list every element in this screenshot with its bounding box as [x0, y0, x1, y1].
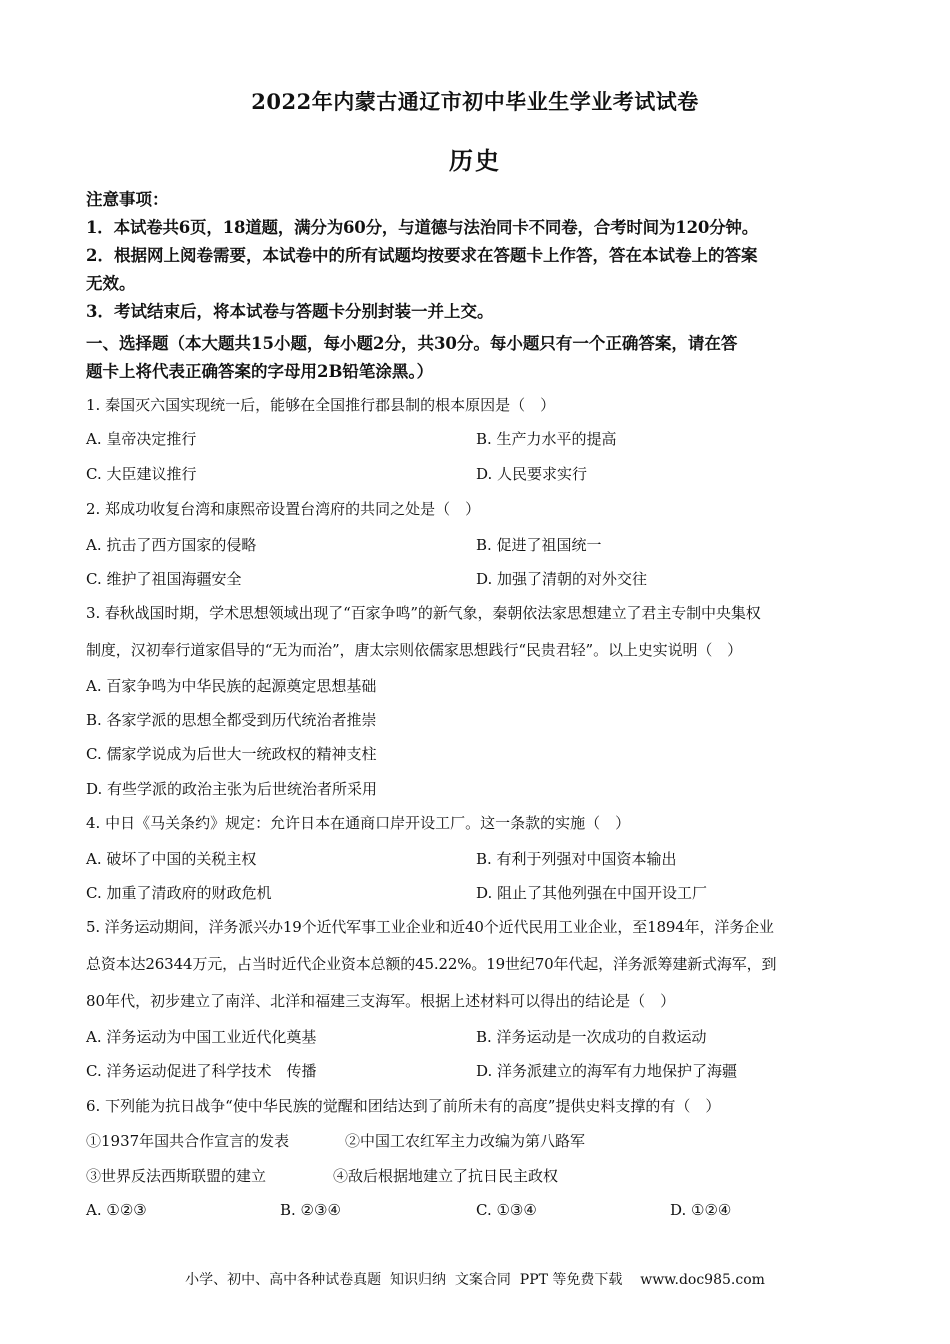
question-6-stem: 6. 下列能为抗日战争“使中华民族的觉醒和团结达到了前所未有的高度”提供史料支撑的有（ ） — [86, 1097, 721, 1115]
question-1-option-b: B. 生产力水平的提高 — [476, 430, 617, 448]
notice-item-1: 1．本试卷共6页，18道题，满分为60分，与道德与法治同卡不同卷，合考时间为120分钟。 — [86, 218, 759, 237]
question-3-option-b: B. 各家学派的思想全都受到历代统治者推崇 — [86, 711, 377, 729]
question-3-stem-line-1: 3. 春秋战国时期，学术思想领域出现了“百家争鸣”的新气象，秦朝依法家思想建立了君主专制中央集权 — [86, 604, 761, 622]
subject-title: 历史 — [449, 146, 501, 175]
question-6-item-2: ②中国工农红军主力改编为第八路军 — [345, 1132, 586, 1150]
footer-text: 小学、初中、高中各种试卷真题 知识归纳 文案合同 PPT 等免费下载 www.doc985.com — [185, 1272, 765, 1288]
question-1-option-c: C. 大臣建议推行 — [86, 465, 197, 483]
question-5-stem-line-2: 总资本达26344万元，占当时近代企业资本总额的45.22%。19世纪70年代起，洋务派筹建新式海军，到 — [86, 955, 777, 973]
question-3-option-c: C. 儒家学说成为后世大一统政权的精神支柱 — [86, 745, 377, 763]
notice-item-3: 3．考试结束后，将本试卷与答题卡分别封装一并上交。 — [86, 302, 494, 321]
question-6-option-a: A. ①②③ — [86, 1201, 147, 1219]
section-heading-2: 题卡上将代表正确答案的字母用2B铅笔涂黑。） — [86, 362, 434, 381]
question-3-stem-line-2: 制度，汉初奉行道家倡导的“无为而治”，唐太宗则依儒家思想践行“民贵君轻”。以上史实说明（ ） — [86, 641, 743, 659]
question-6-option-b: B. ②③④ — [280, 1201, 341, 1219]
question-6-item-4: ④敌后根据地建立了抗日民主政权 — [333, 1167, 559, 1185]
notice-item-2a: 2．根据网上阅卷需要，本试卷中的所有试题均按要求在答题卡上作答，答在本试卷上的答案 — [86, 246, 758, 265]
question-4-option-b: B. 有利于列强对中国资本输出 — [476, 850, 677, 868]
notice-heading: 注意事项： — [86, 190, 169, 209]
question-2-option-c: C. 维护了祖国海疆安全 — [86, 570, 242, 588]
question-1-option-d: D. 人民要求实行 — [476, 465, 588, 483]
question-5-option-d: D. 洋务派建立的海军有力地保护了海疆 — [476, 1062, 738, 1080]
question-5-stem-line-3: 80年代，初步建立了南洋、北洋和福建三支海军。根据上述材料可以得出的结论是（ ） — [86, 992, 676, 1010]
question-4-option-c: C. 加重了清政府的财政危机 — [86, 884, 272, 902]
question-2-stem: 2. 郑成功收复台湾和康熙帝设置台湾府的共同之处是（ ） — [86, 500, 481, 518]
question-6-item-3: ③世界反法西斯联盟的建立 — [86, 1167, 267, 1185]
question-5-option-b: B. 洋务运动是一次成功的自救运动 — [476, 1028, 707, 1046]
question-5-stem-line-1: 5. 洋务运动期间，洋务派兴办19个近代军事工业企业和近40个近代民用工业企业，至1894年，洋务企业 — [86, 918, 774, 936]
question-2-option-d: D. 加强了清朝的对外交往 — [476, 570, 648, 588]
question-3-option-d: D. 有些学派的政治主张为后世统治者所采用 — [86, 780, 378, 798]
question-2-option-b: B. 促进了祖国统一 — [476, 536, 602, 554]
question-4-option-d: D. 阻止了其他列强在中国开设工厂 — [476, 884, 708, 902]
question-6-option-d: D. ①②④ — [670, 1201, 732, 1219]
question-6-option-c: C. ①③④ — [476, 1201, 537, 1219]
question-1-stem: 1. 秦国灭六国实现统一后，能够在全国推行郡县制的根本原因是（ ） — [86, 396, 556, 414]
notice-item-2b: 无效。 — [86, 274, 136, 293]
question-6-item-1: ①1937年国共合作宣言的发表 — [86, 1132, 290, 1150]
question-4-stem: 4. 中日《马关条约》规定：允许日本在通商口岸开设工厂。这一条款的实施（ ） — [86, 814, 631, 832]
question-1-option-a: A. 皇帝决定推行 — [86, 430, 197, 448]
exam-title: 2022年内蒙古通辽市初中毕业生学业考试试卷 — [251, 89, 699, 114]
question-2-option-a: A. 抗击了西方国家的侵略 — [86, 536, 257, 554]
question-3-option-a: A. 百家争鸣为中华民族的起源奠定思想基础 — [86, 677, 377, 695]
question-4-option-a: A. 破坏了中国的关税主权 — [86, 850, 257, 868]
section-heading-1: 一、选择题（本大题共15小题，每小题2分，共30分。每小题只有一个正确答案，请在答 — [86, 334, 738, 353]
question-5-option-c: C. 洋务运动促进了科学技术 传播 — [86, 1062, 317, 1080]
question-5-option-a: A. 洋务运动为中国工业近代化奠基 — [86, 1028, 317, 1046]
